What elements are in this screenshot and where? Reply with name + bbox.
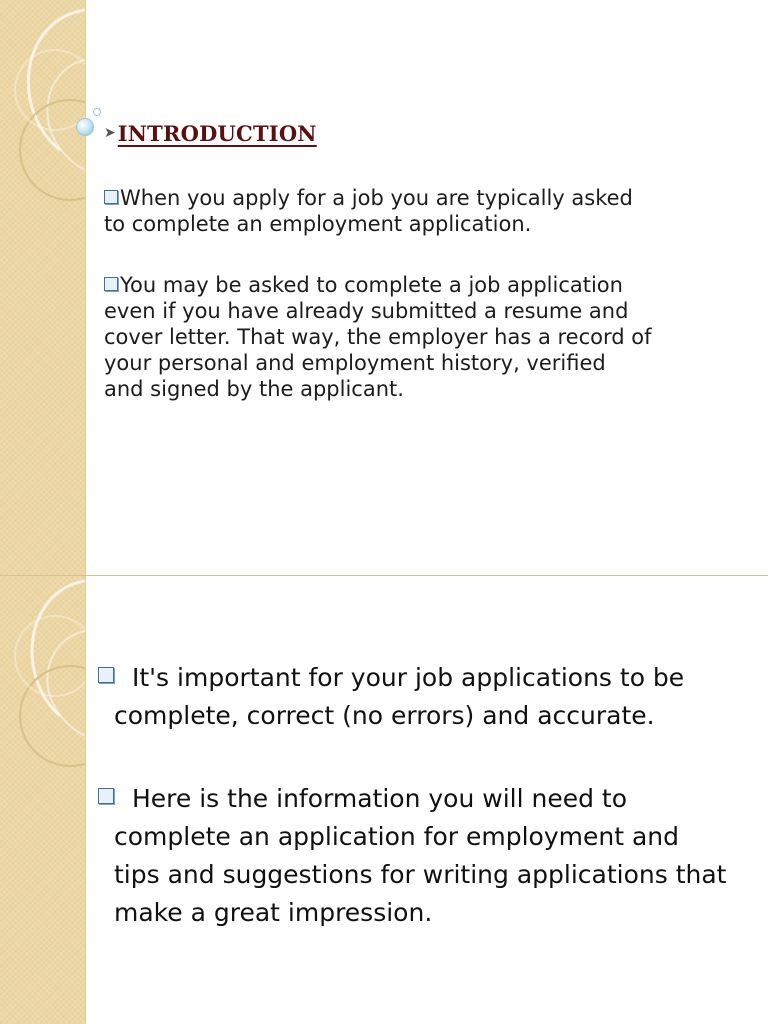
swirl-decoration xyxy=(0,0,85,576)
heading-title: INTRODUCTION xyxy=(117,120,317,146)
paragraph-4 xyxy=(98,780,763,932)
decorative-sidebar xyxy=(0,0,86,576)
checkbox-bullet-icon xyxy=(98,667,114,683)
paragraph-2 xyxy=(104,272,704,402)
paragraph-line: complete an application for employment and xyxy=(114,822,680,851)
paragraph-line: make a great impression. xyxy=(114,898,433,927)
paragraph-line: It's important for your job applications to be xyxy=(98,659,763,697)
paragraph-3 xyxy=(98,659,763,735)
paragraph-line: When you apply for a job you are typically asked xyxy=(104,185,704,211)
checkbox-bullet-icon xyxy=(98,788,114,804)
paragraph-line: to complete an employment application. xyxy=(104,212,532,236)
arrow-bullet-icon: ➤ xyxy=(104,125,116,141)
swirl-decoration xyxy=(0,576,85,1024)
paragraph-line: Here is the information you will need to xyxy=(98,780,763,818)
paragraph-line: even if you have already submitted a resume and xyxy=(104,299,629,323)
paragraph-line: your personal and employment history, verified xyxy=(104,351,606,375)
decorative-sidebar xyxy=(0,576,86,1024)
paragraph-line: complete, correct (no errors) and accurate. xyxy=(114,701,655,730)
paragraph-line: You may be asked to complete a job application xyxy=(104,272,704,298)
slide-1-heading xyxy=(104,118,317,148)
orb-bullet-icon xyxy=(76,118,94,136)
paragraph-1 xyxy=(104,185,704,237)
checkbox-bullet-icon xyxy=(104,277,118,291)
paragraph-line: cover letter. That way, the employer has a record of xyxy=(104,325,652,349)
paragraph-line: and signed by the applicant. xyxy=(104,377,404,401)
checkbox-bullet-icon xyxy=(104,190,118,204)
small-orb-icon xyxy=(93,108,101,116)
paragraph-line: tips and suggestions for writing applications that xyxy=(114,860,727,889)
